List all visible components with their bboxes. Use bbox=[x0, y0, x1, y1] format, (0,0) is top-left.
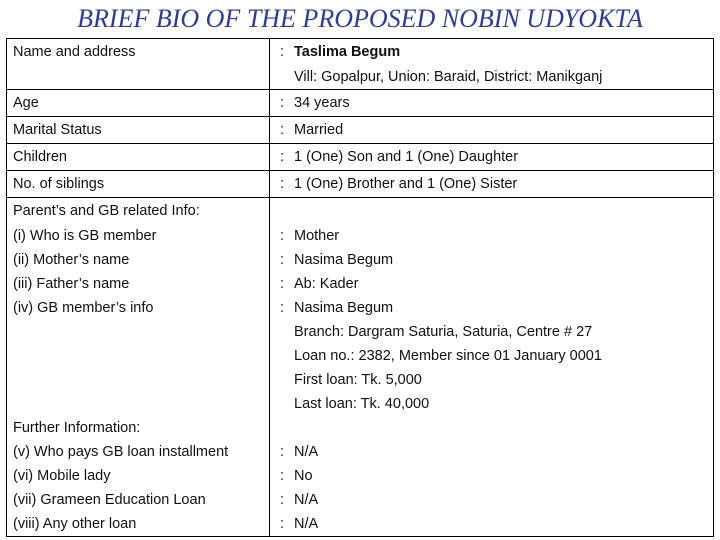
name-address-label: Name and address bbox=[13, 44, 136, 60]
gb-member-value: Mother bbox=[294, 228, 340, 244]
row-siblings bbox=[7, 171, 714, 198]
colon: : bbox=[279, 149, 285, 165]
branch-info: Branch: Dargram Saturia, Saturia, Centre # 27 bbox=[294, 324, 593, 340]
children-value: 1 (One) Son and 1 (One) Daughter bbox=[294, 149, 519, 165]
education-loan-label: (vii) Grameen Education Loan bbox=[13, 492, 206, 508]
children-label: Children bbox=[13, 149, 67, 165]
gb-member-info-label: (iv) GB member’s info bbox=[13, 300, 154, 316]
marital-status-label: Marital Status bbox=[13, 122, 102, 138]
age-value: 34 years bbox=[294, 95, 350, 111]
loan-payer-value: N/A bbox=[294, 444, 319, 460]
last-loan-info: Last loan: Tk. 40,000 bbox=[294, 396, 430, 412]
gb-member-info-value: Nasima Begum bbox=[294, 300, 394, 316]
colon: : bbox=[279, 44, 285, 60]
colon: : bbox=[279, 122, 285, 138]
education-loan-value: N/A bbox=[294, 492, 319, 508]
mobile-lady-value: No bbox=[294, 468, 313, 484]
parents-heading: Parent’s and GB related Info: bbox=[13, 203, 200, 219]
colon: : bbox=[279, 276, 285, 292]
bio-table bbox=[6, 38, 714, 537]
row-name-address bbox=[7, 39, 714, 90]
father-name-label: (iii) Father’s name bbox=[13, 276, 130, 292]
other-loan-value: N/A bbox=[294, 516, 319, 532]
siblings-value: 1 (One) Brother and 1 (One) Sister bbox=[294, 176, 518, 192]
other-loan-label: (viii) Any other loan bbox=[13, 516, 137, 532]
colon: : bbox=[279, 252, 285, 268]
further-heading: Further Information: bbox=[13, 420, 141, 436]
mother-name-label: (ii) Mother’s name bbox=[13, 252, 130, 268]
loan-payer-label: (v) Who pays GB loan installment bbox=[13, 444, 229, 460]
father-name-value: Ab: Kader bbox=[294, 276, 359, 292]
mother-name-value: Nasima Begum bbox=[294, 252, 394, 268]
row-children bbox=[7, 144, 714, 171]
age-label: Age bbox=[13, 95, 39, 111]
colon: : bbox=[279, 176, 285, 192]
person-name: Taslima Begum bbox=[294, 44, 401, 60]
colon: : bbox=[279, 228, 285, 244]
parents-value-cell bbox=[270, 198, 714, 537]
name-address-value-cell bbox=[270, 39, 714, 90]
colon: : bbox=[279, 300, 285, 316]
colon: : bbox=[279, 492, 285, 508]
marital-status-value: Married bbox=[294, 122, 344, 138]
row-parents-gb-info bbox=[7, 198, 714, 537]
mobile-lady-label: (vi) Mobile lady bbox=[13, 468, 111, 484]
siblings-label: No. of siblings bbox=[13, 176, 105, 192]
parents-label-cell bbox=[7, 198, 270, 537]
row-marital-status bbox=[7, 117, 714, 144]
colon: : bbox=[279, 516, 285, 532]
row-age bbox=[7, 90, 714, 117]
first-loan-info: First loan: Tk. 5,000 bbox=[294, 372, 422, 388]
loan-number-info: Loan no.: 2382, Member since 01 January 0001 bbox=[294, 348, 602, 364]
colon: : bbox=[279, 444, 285, 460]
colon: : bbox=[279, 468, 285, 484]
page-title: BRIEF BIO OF THE PROPOSED NOBIN UDYOKTA bbox=[77, 4, 643, 33]
person-address: Vill: Gopalpur, Union: Baraid, District: Manikganj bbox=[294, 69, 603, 85]
colon: : bbox=[279, 95, 285, 111]
gb-member-label: (i) Who is GB member bbox=[13, 228, 157, 244]
name-address-label-cell bbox=[7, 39, 270, 90]
